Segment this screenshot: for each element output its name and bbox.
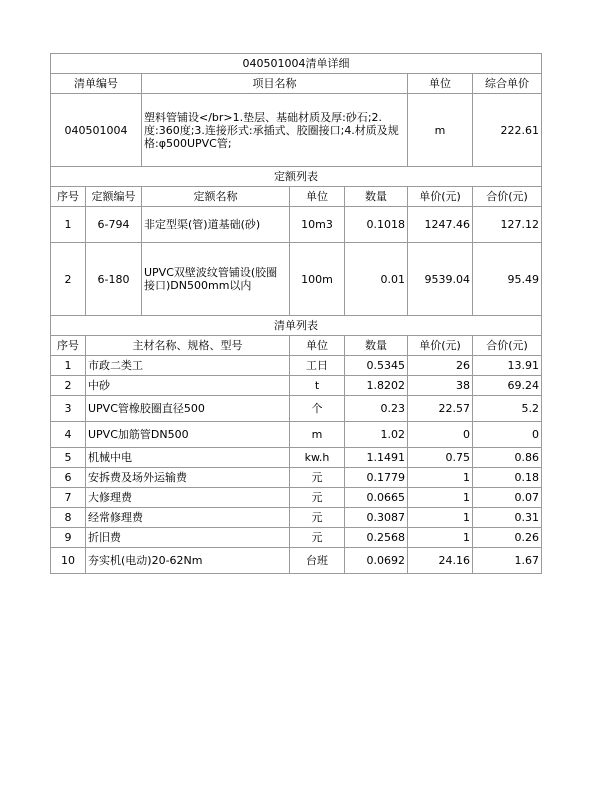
list-total: 0.18 [473,468,542,488]
list-qty: 0.5345 [345,356,408,376]
quota-total: 127.12 [473,207,542,243]
list-price: 26 [408,356,473,376]
list-unit: 元 [290,488,345,508]
list-total: 1.67 [473,548,542,574]
list-name: 大修理费 [86,488,290,508]
quota-header-price: 单价(元) [408,187,473,207]
list-row [51,448,542,468]
list-row [51,468,542,488]
quota-header-name: 定额名称 [142,187,290,207]
list-price: 1 [408,508,473,528]
list-price: 0.75 [408,448,473,468]
quota-total: 95.49 [473,243,542,316]
list-total: 0.07 [473,488,542,508]
list-row [51,528,542,548]
list-unit: 元 [290,468,345,488]
quota-header-total: 合价(元) [473,187,542,207]
header-item-code: 清单编号 [51,74,142,94]
quota-name: 非定型渠(管)道基础(砂) [142,207,290,243]
list-qty: 0.3087 [345,508,408,528]
quota-qty: 0.1018 [345,207,408,243]
list-name: UPVC管橡胶圈直径500 [86,396,290,422]
item-unit: m [408,94,473,167]
list-price: 24.16 [408,548,473,574]
item-header-row [51,74,542,94]
list-row [51,356,542,376]
table-title: 040501004清单详细 [51,54,542,74]
list-row [51,376,542,396]
list-total: 69.24 [473,376,542,396]
list-qty: 0.0692 [345,548,408,574]
list-seq: 3 [51,396,86,422]
quota-header-code: 定额编号 [86,187,142,207]
list-unit: m [290,422,345,448]
list-qty: 0.2568 [345,528,408,548]
list-qty: 1.8202 [345,376,408,396]
list-price: 38 [408,376,473,396]
item-price: 222.61 [473,94,542,167]
list-total: 0 [473,422,542,448]
list-unit: 台班 [290,548,345,574]
list-header-price: 单价(元) [408,336,473,356]
quota-qty: 0.01 [345,243,408,316]
item-code: 040501004 [51,94,142,167]
list-header-qty: 数量 [345,336,408,356]
list-seq: 6 [51,468,86,488]
list-name: 折旧费 [86,528,290,548]
list-name: 安拆费及场外运输费 [86,468,290,488]
quota-header-unit: 单位 [290,187,345,207]
list-row [51,488,542,508]
list-header-unit: 单位 [290,336,345,356]
list-price: 1 [408,528,473,548]
list-header-total: 合价(元) [473,336,542,356]
list-seq: 8 [51,508,86,528]
list-qty: 0.0665 [345,488,408,508]
list-header-name: 主材名称、规格、型号 [86,336,290,356]
list-qty: 1.1491 [345,448,408,468]
list-total: 5.2 [473,396,542,422]
quota-header-qty: 数量 [345,187,408,207]
list-unit: 元 [290,508,345,528]
list-seq: 1 [51,356,86,376]
list-section-row [51,316,542,336]
header-item-name: 项目名称 [142,74,408,94]
list-unit: 工日 [290,356,345,376]
list-row [51,508,542,528]
list-section-title: 清单列表 [51,316,542,336]
list-row [51,396,542,422]
header-item-unit: 单位 [408,74,473,94]
title-row [51,54,542,74]
quota-header-seq: 序号 [51,187,86,207]
list-total: 0.31 [473,508,542,528]
quota-header-row [51,187,542,207]
list-name: UPVC加筋管DN500 [86,422,290,448]
quota-seq: 1 [51,207,86,243]
list-price: 0 [408,422,473,448]
list-name: 中砂 [86,376,290,396]
list-total: 0.26 [473,528,542,548]
list-seq: 2 [51,376,86,396]
list-seq: 5 [51,448,86,468]
item-row [51,94,542,167]
quota-section-title: 定额列表 [51,167,542,187]
list-seq: 7 [51,488,86,508]
list-price: 22.57 [408,396,473,422]
list-unit: 元 [290,528,345,548]
list-name: 夯实机(电动)20-62Nm [86,548,290,574]
header-item-price: 综合单价 [473,74,542,94]
quota-unit: 100m [290,243,345,316]
quota-name: UPVC双壁波纹管铺设(胶圈接口)DN500mm以内 [142,243,290,316]
detail-table [50,53,542,574]
list-row [51,548,542,574]
quota-code: 6-794 [86,207,142,243]
quota-unit: 10m3 [290,207,345,243]
quota-code: 6-180 [86,243,142,316]
list-unit: 个 [290,396,345,422]
list-total: 0.86 [473,448,542,468]
list-price: 1 [408,488,473,508]
item-name: 塑料管铺设</br>1.垫层、基础材质及厚:砂石;2.度:360度;3.连接形式:承插式、胶圈接口;4.材质及规格:φ500UPVC管; [142,94,408,167]
list-qty: 0.1779 [345,468,408,488]
list-total: 13.91 [473,356,542,376]
quota-row [51,207,542,243]
list-seq: 9 [51,528,86,548]
list-unit: t [290,376,345,396]
list-seq: 10 [51,548,86,574]
list-seq: 4 [51,422,86,448]
list-name: 市政二类工 [86,356,290,376]
list-row [51,422,542,448]
list-name: 经常修理费 [86,508,290,528]
quota-price: 1247.46 [408,207,473,243]
list-header-seq: 序号 [51,336,86,356]
list-header-row [51,336,542,356]
list-qty: 1.02 [345,422,408,448]
quota-section-row [51,167,542,187]
list-price: 1 [408,468,473,488]
quota-seq: 2 [51,243,86,316]
list-qty: 0.23 [345,396,408,422]
quota-price: 9539.04 [408,243,473,316]
quota-row [51,243,542,316]
list-unit: kw.h [290,448,345,468]
list-name: 机械中电 [86,448,290,468]
